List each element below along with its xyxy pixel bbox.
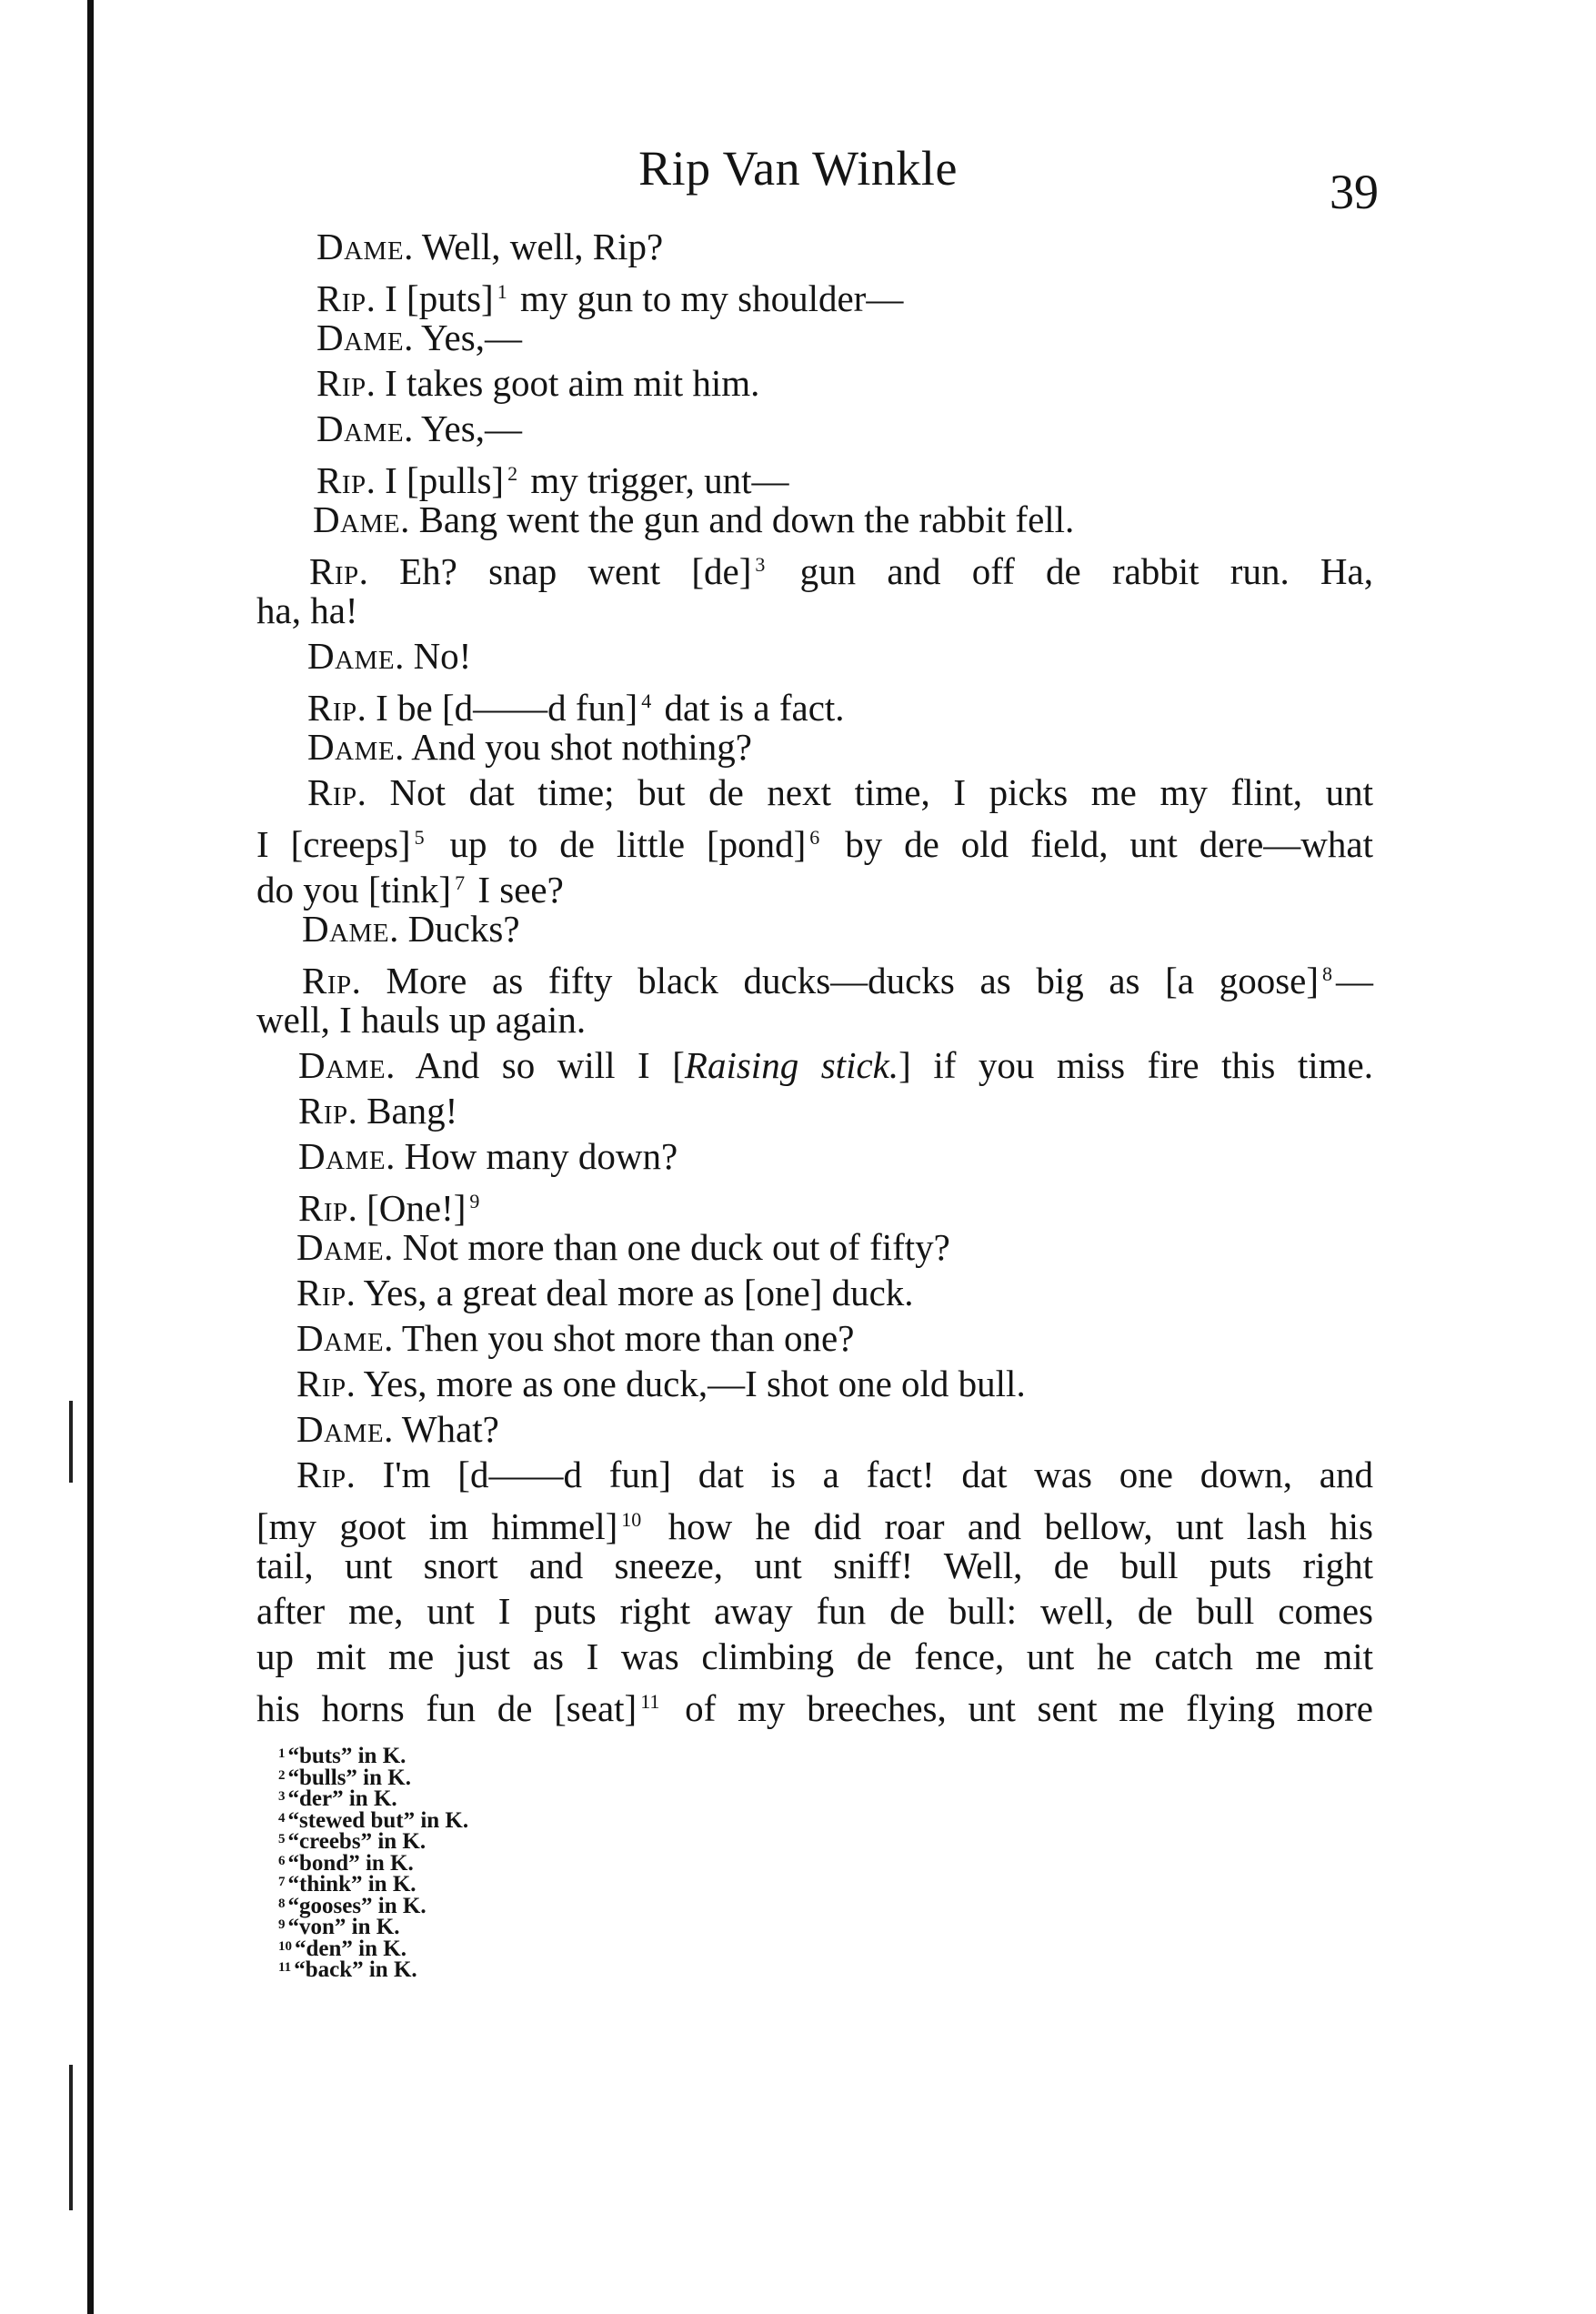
- dialogue-line: Dame. Well, well, Rip?: [316, 226, 664, 267]
- running-head: Rip Van Winkle: [638, 141, 958, 196]
- page-number: 39: [1330, 165, 1379, 219]
- dialogue-line: tail, unt snort and sneeze, unt sniff! Well, de bull puts right: [256, 1544, 1373, 1586]
- footnote: $^9$ “von” in K.: [278, 1915, 400, 1939]
- dialogue-line: Dame. No!: [307, 635, 472, 677]
- speaker-name: Dame: [316, 407, 405, 449]
- footnote: $^8$ “gooses” in K.: [278, 1893, 427, 1918]
- footnote: $^4$ “stewed but” in K.: [278, 1807, 469, 1833]
- footnote-ref: 9: [469, 1190, 480, 1212]
- dialogue-line: Dame. What?: [296, 1408, 499, 1450]
- speaker-name: Dame: [307, 726, 396, 768]
- speaker-name: Rip: [316, 277, 366, 319]
- speaker-name: Rip: [298, 1090, 348, 1132]
- speaker-name: Rip: [298, 1187, 348, 1229]
- speaker-name: Rip: [296, 1454, 346, 1495]
- speaker-name: Dame: [302, 908, 390, 950]
- stage-direction: Raising stick.: [684, 1044, 899, 1086]
- footnote-ref: 3: [755, 553, 766, 576]
- binding-edge: [87, 0, 94, 2314]
- dialogue-line: Dame. And you shot nothing?: [307, 726, 752, 768]
- dialogue-line: Dame. Bang went the gun and down the rabbit fell.: [313, 498, 1075, 540]
- footnote-ref: 6: [809, 826, 820, 849]
- dialogue-line: Dame. Ducks?: [302, 908, 520, 950]
- speaker-name: Dame: [296, 1408, 385, 1450]
- dialogue-line: Rip. I [pulls] $^2$ my trigger, unt—: [316, 459, 789, 501]
- speaker-name: Dame: [313, 498, 401, 540]
- speaker-name: Rip: [316, 459, 366, 501]
- dialogue-line: Dame. Not more than one duck out of fifty?: [296, 1226, 950, 1268]
- edge-mark: [69, 1401, 73, 1483]
- dialogue-line: ha, ha!: [256, 589, 358, 631]
- dialogue-line: Rip. I be [d——d fun] $^4$ dat is a fact.: [307, 687, 845, 729]
- footnote: $^5$ “creebs” in K.: [278, 1829, 427, 1854]
- footnote: $^7$ “think” in K.: [278, 1872, 417, 1896]
- speaker-name: Rip: [302, 960, 352, 1001]
- footnote-ref: 1: [497, 280, 507, 303]
- dialogue-text: [256, 224, 1374, 1729]
- footnote-ref: 8: [1322, 962, 1332, 985]
- footnote: $^2$ “bulls” in K.: [278, 1765, 411, 1790]
- dialogue-line: Rip. I takes goot aim mit him.: [316, 362, 760, 404]
- footnotes: [278, 1745, 468, 1980]
- dialogue-line: well, I hauls up again.: [256, 999, 587, 1041]
- speaker-name: Rip: [296, 1272, 346, 1313]
- footnote-ref: 10: [621, 1508, 642, 1531]
- speaker-name: Dame: [298, 1044, 386, 1086]
- dialogue-line: Rip. [One!] $^9$: [298, 1187, 480, 1229]
- dialogue-line: Dame. Yes,—: [316, 317, 522, 358]
- dialogue-line: Rip. I'm [d——d fun] dat is a fact! dat was one down, and: [296, 1454, 1373, 1495]
- dialogue-line: Rip. Yes, a great deal more as [one] duck.: [296, 1272, 914, 1313]
- dialogue-line: Rip. Eh? snap went [de] $^3$ gun and off de rabbit run. Ha,: [309, 550, 1373, 592]
- speaker-name: Dame: [298, 1135, 386, 1177]
- footnote-ref: 2: [507, 462, 518, 485]
- dialogue-line: up mit me just as I was climbing de fence, unt he catch me mit: [256, 1635, 1373, 1677]
- speaker-name: Dame: [296, 1226, 385, 1268]
- footnote: $^3$ “der” in K.: [278, 1786, 397, 1811]
- dialogue-line: Dame. Yes,—: [316, 407, 522, 449]
- dialogue-line: Rip. Yes, more as one duck,—I shot one old bull.: [296, 1363, 1026, 1404]
- speaker-name: Dame: [316, 226, 405, 267]
- dialogue-line: [my goot im himmel] $^{10}$ how he did roar and bellow, unt lash his: [256, 1505, 1373, 1547]
- dialogue-line: Rip. More as fifty black ducks—ducks as big as [a goose] $^8$—: [302, 960, 1373, 1001]
- footnote-ref: 5: [414, 826, 425, 849]
- footnote: $^{10}$ “den” in K.: [278, 1936, 407, 1961]
- dialogue-line: Rip. I [puts] $^1$ my gun to my shoulder—: [316, 277, 904, 319]
- footnote: $^6$ “bond” in K.: [278, 1850, 414, 1876]
- speaker-name: Rip: [309, 550, 359, 592]
- footnote: $^1$ “buts” in K.: [278, 1744, 407, 1768]
- dialogue-line: Rip. Bang!: [298, 1090, 458, 1132]
- dialogue-line: I [creeps] $^5$ up to de little [pond] $^6$ by de old field, unt dere—what: [256, 823, 1373, 865]
- speaker-name: Rip: [307, 687, 357, 729]
- dialogue-line: do you [tink] $^7$ I see?: [256, 869, 564, 911]
- footnote-ref: 11: [640, 1690, 660, 1713]
- speaker-name: Rip: [307, 771, 357, 813]
- edge-mark: [69, 2065, 73, 2210]
- footnote-ref: 4: [641, 689, 652, 712]
- speaker-name: Dame: [316, 317, 405, 358]
- dialogue-line: Dame. How many down?: [298, 1135, 678, 1177]
- dialogue-line: his horns fun de [seat] $^{11}$ of my breeches, unt sent me flying more: [256, 1687, 1374, 1729]
- speaker-name: Dame: [296, 1317, 385, 1359]
- dialogue-line: after me, unt I puts right away fun de bull: well, de bull comes: [256, 1590, 1373, 1632]
- dialogue-line: Rip. Not dat time; but de next time, I picks me my flint, unt: [307, 771, 1373, 813]
- footnote: $^{11}$ “back” in K.: [278, 1957, 417, 1982]
- speaker-name: Rip: [296, 1363, 346, 1404]
- speaker-name: Dame: [307, 635, 396, 677]
- dialogue-line: Dame. Then you shot more than one?: [296, 1317, 855, 1359]
- dialogue-line: Dame. And so will I [Raising stick.] if you miss fire this time.: [298, 1044, 1373, 1086]
- footnote-ref: 7: [455, 871, 466, 894]
- speaker-name: Rip: [316, 362, 366, 404]
